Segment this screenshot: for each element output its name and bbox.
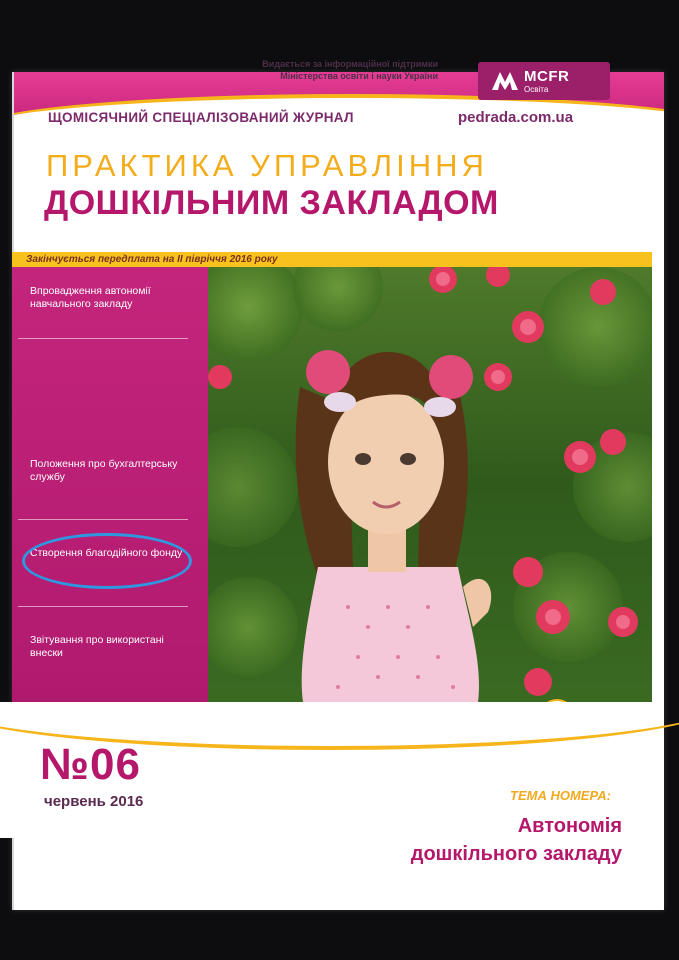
issue-number: №06 (40, 740, 141, 789)
contents-divider (18, 338, 188, 339)
subscription-notice: Закінчується передплата на ІІ півріччя 2016 року (12, 252, 652, 267)
bottom-yellow-curve (0, 658, 679, 750)
publisher-logo-icon (492, 70, 518, 90)
publisher-logo-name: MCFR (524, 68, 570, 85)
theme-label: ТЕМА НОМЕРА: (510, 788, 612, 803)
title-line-1: ПРАКТИКА УПРАВЛІННЯ (46, 148, 488, 183)
magazine-subtitle: ЩОМІСЯЧНИЙ СПЕЦІАЛІЗОВАНИЙ ЖУРНАЛ (48, 110, 354, 125)
contents-divider (18, 519, 188, 520)
contents-divider (18, 606, 188, 607)
publisher-logo-sub: Освіта (524, 85, 549, 94)
contents-item-1: Впровадження автономії навчального закладу (30, 285, 151, 310)
theme-title-line-2: дошкільного закладу (410, 843, 622, 865)
site-url: pedrada.com.ua (458, 109, 574, 126)
support-line-1: Видається за інформаційної підтримки (262, 59, 438, 69)
title-line-2: ДОШКІЛЬНИМ ЗАКЛАДОМ (44, 184, 499, 222)
cover-photo-illustration (208, 267, 652, 702)
support-line-2: Міністерства освіти і науки України (280, 71, 438, 81)
contents-item-2: Положення про бухгалтерську службу (30, 458, 178, 483)
publisher-logo (478, 62, 610, 100)
theme-title-line-1: Автономія (517, 815, 622, 837)
contents-item-4: Звітування про використані внески (30, 634, 164, 659)
theme-title (360, 812, 622, 868)
contents-item-3: Створення благодійного фонду (30, 547, 183, 559)
support-notice (176, 58, 438, 82)
highlight-annotation (22, 533, 192, 589)
issue-date: червень 2016 (44, 793, 144, 810)
cover-photo (208, 267, 652, 702)
